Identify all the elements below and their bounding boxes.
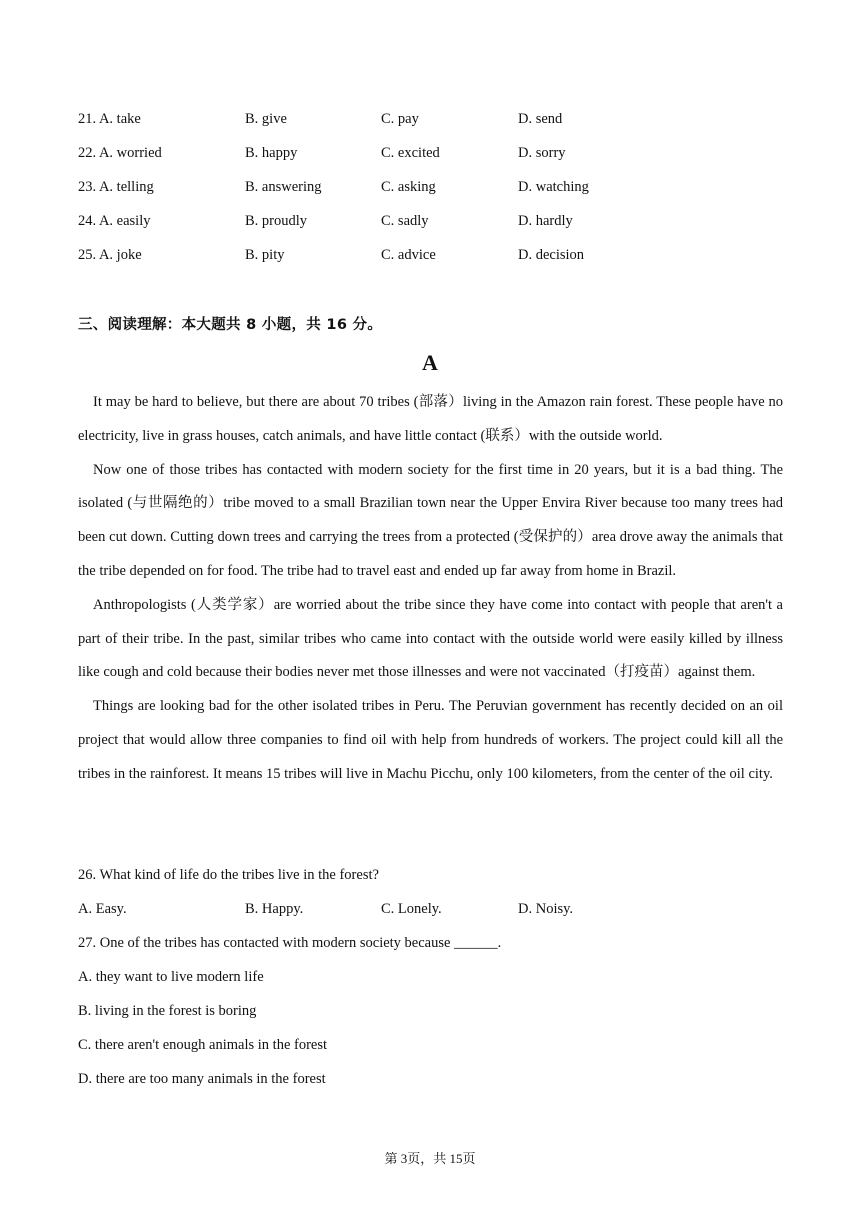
- reading-passage: [78, 386, 783, 792]
- option-b: B. happy: [245, 145, 298, 161]
- option-row-24: [78, 213, 778, 247]
- option-a: 25. A. joke: [78, 247, 142, 263]
- question-26-stem: 26. What kind of life do the tribes live in the forest?: [78, 867, 379, 883]
- option-row-23: [78, 179, 778, 213]
- option-b: B. pity: [245, 247, 285, 263]
- option-row-21: [78, 111, 778, 145]
- option-c: C. pay: [381, 111, 419, 127]
- passage-title: A: [422, 350, 438, 375]
- option-c: C. excited: [381, 145, 440, 161]
- option-c: C. advice: [381, 247, 436, 263]
- option-d: D. there are too many animals in the forest: [78, 1071, 326, 1087]
- option-a: 22. A. worried: [78, 145, 162, 161]
- option-a: 21. A. take: [78, 111, 141, 127]
- paragraph: Things are looking bad for the other isolated tribes in Peru. The Peruvian government has recently decided on an oil project that would allow three companies to find oil with help from hundreds of workers. The project could kill all the tribes in the rainforest. It means 15 tribes will live in Machu Picchu, only 100 kilometers, from the center of the oil city.: [78, 698, 783, 782]
- option-a: 23. A. telling: [78, 179, 154, 195]
- option-row-22: [78, 145, 778, 179]
- option-d: D. send: [518, 111, 563, 127]
- option-row-25: [78, 247, 778, 281]
- option-c: C. sadly: [381, 213, 429, 229]
- option-b: B. give: [245, 111, 287, 127]
- option-d: D. watching: [518, 179, 589, 195]
- option-d: D. decision: [518, 247, 585, 263]
- option-c: C. there aren't enough animals in the forest: [78, 1037, 328, 1053]
- option-d: D. Noisy.: [518, 901, 574, 917]
- option-a: A. they want to live modern life: [78, 969, 264, 985]
- paragraph: It may be hard to believe, but there are about 70 tribes (部落）living in the Amazon rain forest. These people have no electricity, live in grass houses, catch animals, and have little contact (联系）with the outside world.: [78, 394, 783, 444]
- option-d: D. sorry: [518, 145, 566, 161]
- cloze-options-table: [78, 111, 778, 281]
- paragraph: Now one of those tribes has contacted with modern society for the first time in 20 years, but it is a bad thing. The isolated (与世隔绝的）tribe moved to a small Brazilian town near the Upper Envira River because too many trees had been cut down. Cutting down trees and carrying the trees from a protected (受保护的）area drove away the animals that the tribe depended on for food. The tribe had to travel east and ended up far away from home in Brazil.: [78, 461, 783, 579]
- option-b: B. answering: [245, 179, 322, 195]
- option-b: B. living in the forest is boring: [78, 1003, 257, 1019]
- option-d: D. hardly: [518, 213, 573, 229]
- option-a: A. Easy.: [78, 901, 127, 917]
- question-27-stem: 27. One of the tribes has contacted with modern society because ______.: [78, 935, 502, 951]
- option-b: B. Happy.: [245, 901, 304, 917]
- option-a: 24. A. easily: [78, 213, 151, 229]
- page-footer: 第 3页，共 15页: [384, 1151, 476, 1166]
- section-heading: 三、阅读理解：本大题共 8 小题，共 16 分。: [78, 317, 383, 333]
- paragraph: Anthropologists (人类学家）are worried about the tribe since they have come into contact with people that aren't a part of their tribe. In the past, similar tribes who came into contact with the outside world were easily killed by illness like cough and cold because their bodies never met those illnesses and were not vaccinated（打疫苗）against them.: [78, 596, 783, 681]
- question-26-options: [78, 893, 783, 927]
- questions: [78, 859, 783, 1097]
- option-b: B. proudly: [245, 213, 308, 229]
- option-c: C. Lonely.: [381, 901, 442, 917]
- option-c: C. asking: [381, 179, 436, 195]
